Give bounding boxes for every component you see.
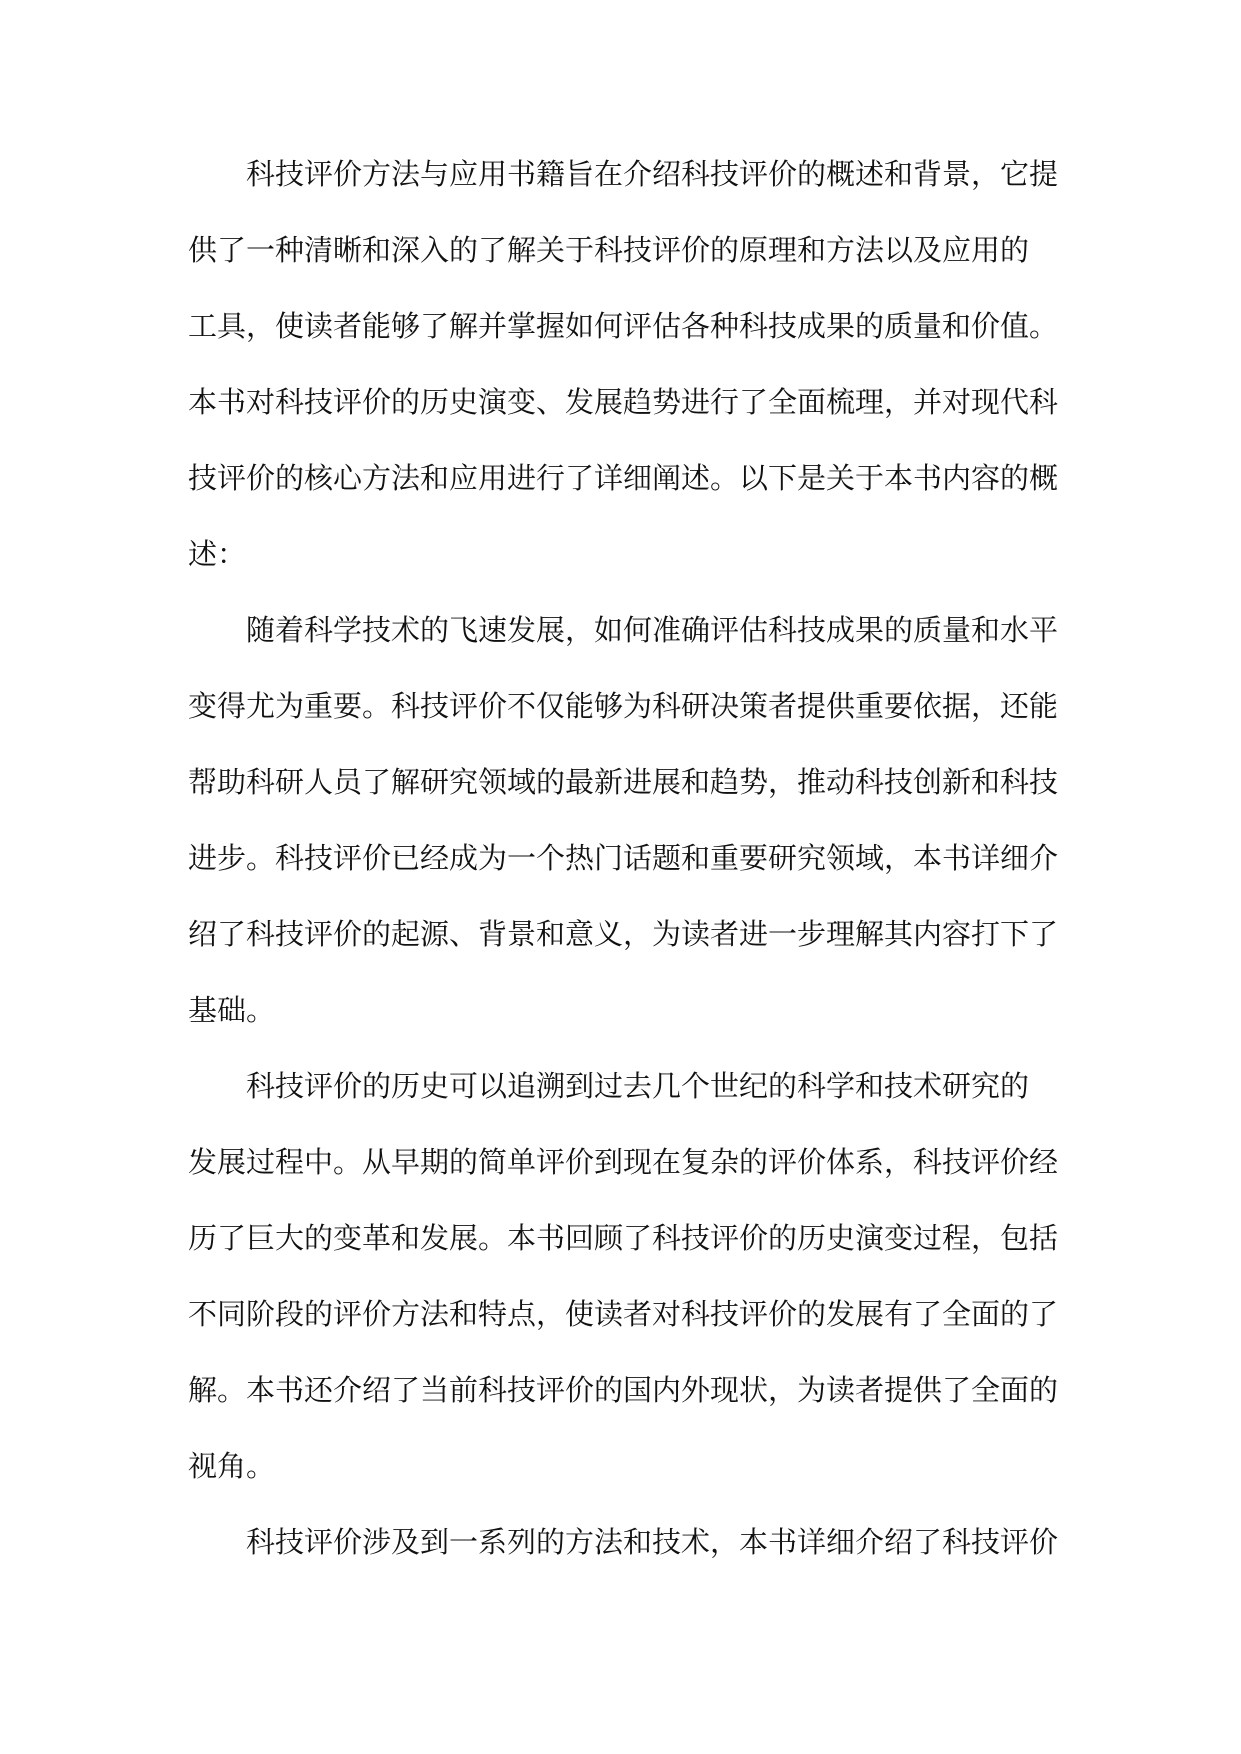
text-line: 基础。 [188, 993, 276, 1027]
text-line: 技评价的核心方法和应用进行了详细阐述。以下是关于本书内容的概 [188, 461, 1059, 495]
text-line: 历了巨大的变革和发展。本书回顾了科技评价的历史演变过程，包括 [188, 1221, 1059, 1255]
text-line: 述： [188, 537, 247, 571]
text-line: 本书对科技评价的历史演变、发展趋势进行了全面梳理，并对现代科 [188, 385, 1059, 419]
text-line: 随着科学技术的飞速发展，如何准确评估科技成果的质量和水平 [246, 613, 1059, 647]
text-line: 供了一种清晰和深入的了解关于科技评价的原理和方法以及应用的 [188, 233, 1030, 267]
text-line: 发展过程中。从早期的简单评价到现在复杂的评价体系，科技评价经 [188, 1145, 1059, 1179]
text-line: 进步。科技评价已经成为一个热门话题和重要研究领域，本书详细介 [188, 841, 1059, 875]
text-line: 解。本书还介绍了当前科技评价的国内外现状，为读者提供了全面的 [188, 1373, 1059, 1407]
text-line: 绍了科技评价的起源、背景和意义，为读者进一步理解其内容打下了 [188, 917, 1059, 951]
text-line: 工具，使读者能够了解并掌握如何评估各种科技成果的质量和价值。 [188, 309, 1059, 343]
text-line: 科技评价的历史可以追溯到过去几个世纪的科学和技术研究的 [246, 1069, 1030, 1103]
body-text [188, 136, 1058, 1580]
paragraph-methods [188, 1504, 1058, 1580]
text-line: 帮助科研人员了解研究领域的最新进展和趋势，推动科技创新和科技 [188, 765, 1059, 799]
text-line: 变得尤为重要。科技评价不仅能够为科研决策者提供重要依据，还能 [188, 689, 1059, 723]
text-line: 科技评价涉及到一系列的方法和技术，本书详细介绍了科技评价 [246, 1525, 1059, 1559]
paragraph-intro [188, 136, 1058, 592]
text-line: 视角。 [188, 1449, 276, 1483]
text-line: 科技评价方法与应用书籍旨在介绍科技评价的概述和背景，它提 [246, 157, 1059, 191]
paragraph-importance [188, 592, 1058, 1048]
paragraph-history [188, 1048, 1058, 1504]
text-line: 不同阶段的评价方法和特点，使读者对科技评价的发展有了全面的了 [188, 1297, 1059, 1331]
